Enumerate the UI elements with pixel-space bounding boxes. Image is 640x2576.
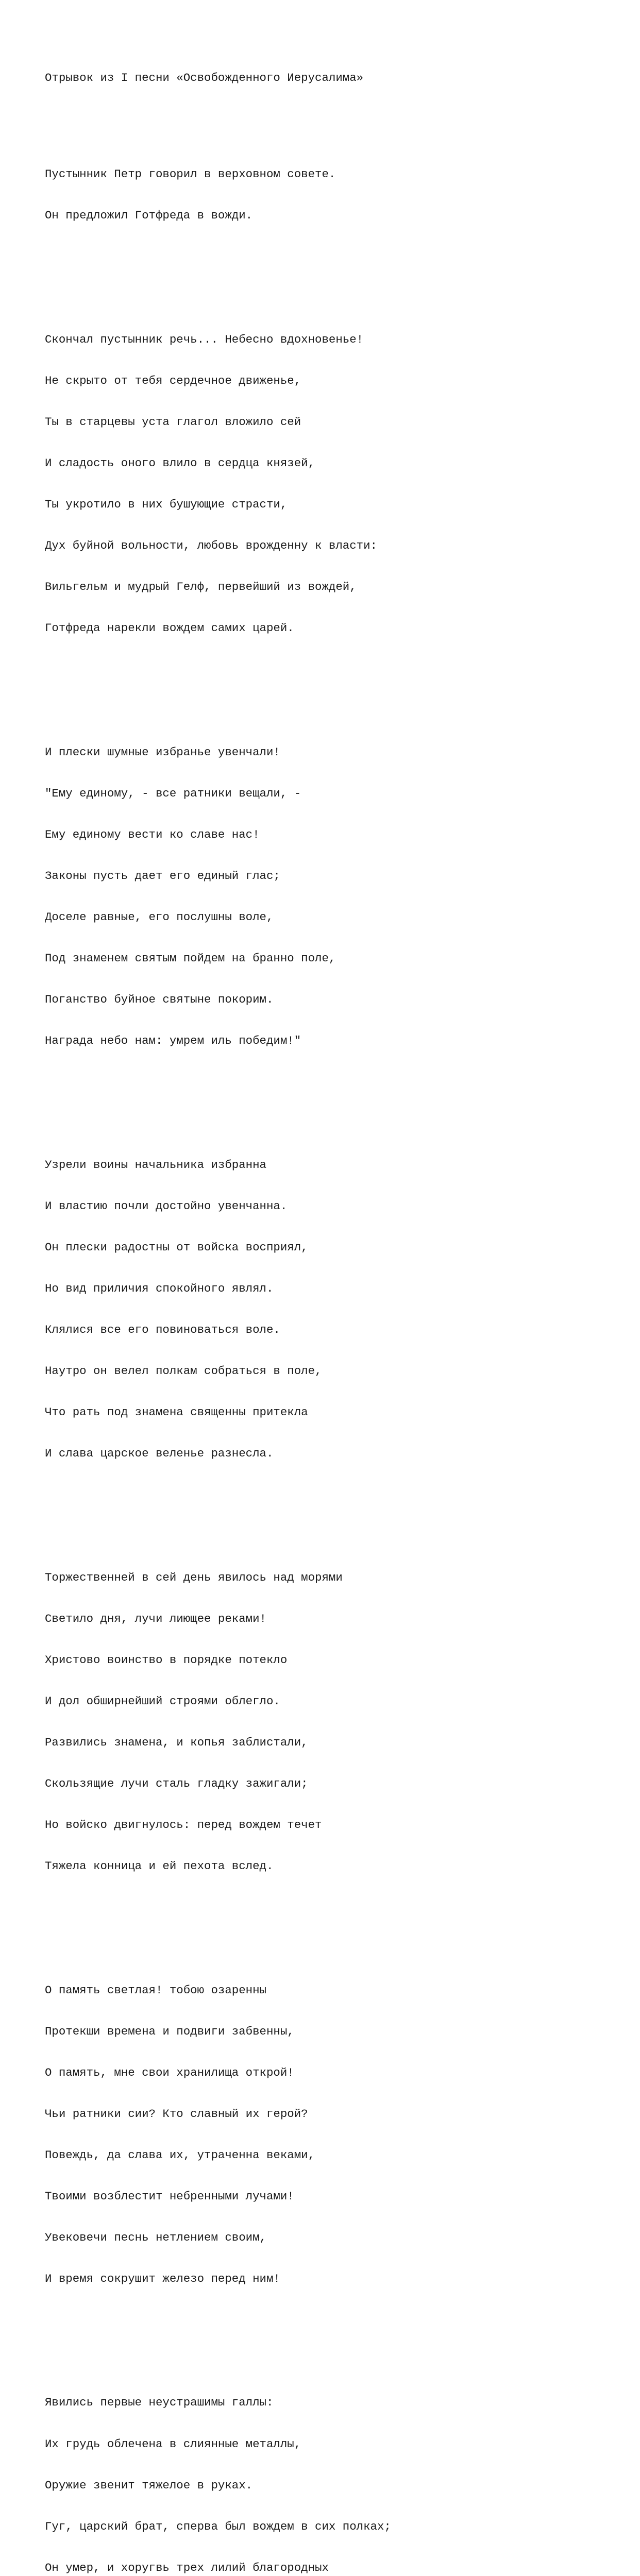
verse-line: Законы пусть дает его единый глас; (45, 869, 280, 883)
verse-line: Не скрыто от тебя сердечное движенье, (45, 374, 301, 387)
verse-line: Оружие звенит тяжелое в руках. (45, 2478, 253, 2492)
stanza (45, 1956, 622, 2313)
verse-line: О память светлая! тобою озаренны (45, 1983, 266, 1997)
verse-line: Награда небо нам: умрем иль победим!" (45, 1034, 301, 1048)
stanza (45, 1543, 622, 1901)
verse-line: Он плески радостны от войска восприял, (45, 1240, 308, 1254)
verse-line: "Ему единому, - все ратники вещали, - (45, 786, 301, 800)
stanza (45, 305, 622, 663)
verse-line: Что рать под знамена священны притекла (45, 1405, 308, 1419)
verse-line: Твоими возблестит небренными лучами! (45, 2189, 294, 2203)
verse-line: Явились первые неустрашимы галлы: (45, 2396, 274, 2410)
verse-line: И слава царское веленье разнесла. (45, 1447, 274, 1461)
verse-line: Торжественней в сей день явилось над морями (45, 1570, 343, 1584)
stanza (45, 718, 622, 1075)
verse-line: Скончал пустынник речь... Небесно вдохновенье! (45, 332, 364, 346)
verse-line: О память, мне свои хранилища открой! (45, 2065, 294, 2079)
verse-line: Ему единому вести ко славе нас! (45, 827, 260, 841)
verse-line: Протекши времена и подвиги забвенны, (45, 2024, 294, 2038)
verse-line: Узрели воины начальника избранна (45, 1158, 266, 1172)
verse-line: Клялися все его повиноваться воле. (45, 1323, 280, 1336)
verse-line: И время сокрушит железо перед ним! (45, 2272, 280, 2286)
verse-line: Поганство буйное святыне покорим. (45, 993, 274, 1007)
verse-line: Он умер, и хоругвь трех лилий благородных (45, 2561, 329, 2574)
poem-text (45, 44, 622, 2576)
stanza (45, 140, 622, 250)
verse-line: Повеждь, да слава их, утраченна веками, (45, 2148, 315, 2162)
verse-line: Наутро он велел полкам собраться в поле, (45, 1364, 322, 1378)
verse-line: Их грудь облечена в слиянные металлы, (45, 2437, 301, 2451)
verse-line: Пустынник Петр говорил в верховном совете. (45, 167, 336, 181)
verse-line: И плески шумные избранье увенчали! (45, 745, 280, 759)
verse-line: Доселе равные, его послушны воле, (45, 910, 274, 924)
verse-line: Под знаменем святым пойдем на бранно поле, (45, 952, 336, 965)
verse-line: Дух буйной вольности, любовь врожденну к власти: (45, 539, 377, 553)
verse-line: И властию почли достойно увенчанна. (45, 1199, 288, 1213)
verse-line: Ты укротило в них бушующие страсти, (45, 498, 288, 512)
verse-line: Светило дня, лучи лиющее реками! (45, 1612, 266, 1625)
verse-line: Христово воинство в порядке потекло (45, 1653, 288, 1667)
verse-line: Ты в старцевы уста глагол вложило сей (45, 415, 301, 429)
verse-line: Чьи ратники сии? Кто славный их герой? (45, 2107, 308, 2121)
verse-line: Вильгельм и мудрый Гелф, первейший из вождей, (45, 580, 357, 594)
document-title: Отрывок из I песни «Освобожденного Иерусалима» (45, 71, 364, 85)
verse-line: Развились знамена, и копья заблистали, (45, 1735, 308, 1749)
verse-line: И сладость оного влило в сердца князей, (45, 456, 315, 470)
stanza (45, 1130, 622, 1488)
verse-line: Готфреда нарекли вождем самих царей. (45, 621, 294, 635)
verse-line: Увековечи песнь нетлением своим, (45, 2231, 266, 2245)
verse-line: Но вид приличия спокойного являл. (45, 1281, 274, 1295)
verse-line: Он предложил Готфреда в вожди. (45, 209, 253, 223)
verse-line: И дол обширнейший строями облегло. (45, 1694, 280, 1708)
stanza (45, 2368, 622, 2576)
verse-line: Но войско двигнулось: перед вождем течет (45, 1818, 322, 1832)
verse-line: Тяжела конница и ей пехота вслед. (45, 1859, 274, 1873)
verse-line: Скользящие лучи сталь гладку зажигали; (45, 1777, 308, 1791)
verse-line: Гуг, царский брат, сперва был вождем в сих полках; (45, 2519, 391, 2533)
